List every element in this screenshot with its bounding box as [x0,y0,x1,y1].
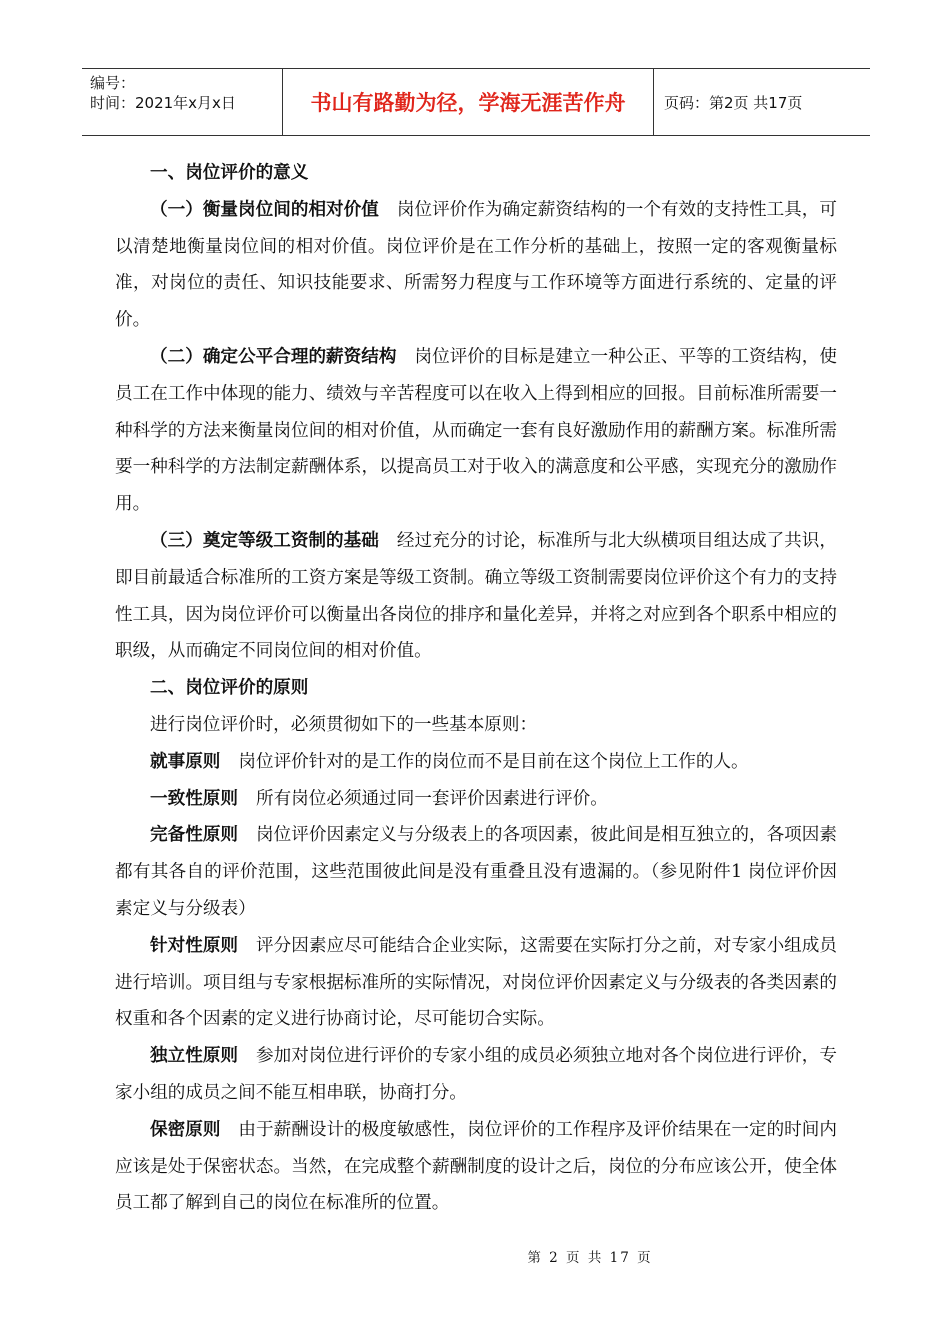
principle-term: 完备性原则 [150,824,239,846]
paragraph-text: 岗位评价作为确定薪资结构的一个有效的支持性工具，可以清楚地衡量岗位间的相对价值。岗位评价是在工作分析的基础上，按照一定的客观衡量标准，对岗位的责任、知识技能要求、所需努力程度与工作环境等方面进行系统的、定量的评价。 [115,199,837,331]
principle-term: 保密原则 [150,1118,221,1140]
footer-page-number: 第 2 页 共 17 页 [527,1250,653,1266]
principle-term: 独立性原则 [150,1045,239,1067]
principle-paragraph [115,744,837,781]
principle-text: 所有岗位必须通过同一套评价因素进行评价。 [255,788,608,809]
principle-text: 岗位评价因素定义与分级表上的各项因素，彼此间是相互独立的，各项因素都有其各自的评价范围，这些范围彼此间是没有重叠且没有遗漏的。（参见附件1 岗位评价因素定义与分级表） [115,825,837,919]
paragraph [115,192,837,339]
principle-paragraph [115,1112,837,1222]
section-intro: 进行岗位评价时，必须贯彻如下的一些基本原则： [150,714,538,735]
principle-text: 岗位评价针对的是工作的岗位而不是目前在这个岗位上工作的人。 [238,751,749,772]
paragraph [115,523,837,670]
principle-paragraph [115,817,837,927]
header-meta [82,69,282,135]
principle-text: 由于薪酬设计的极度敏感性，岗位评价的工作程序及评价结果在一定的时间内应该是处于保密状态。当然，在完成整个薪酬制度的设计之后，岗位的分布应该公开，使全体员工都了解到自己的岗位在标准所的位置。 [115,1119,837,1214]
paragraph-term: （三）奠定等级工资制的基础 [150,529,379,551]
principle-term: 针对性原则 [150,934,239,956]
principle-paragraph [115,1038,837,1112]
time-label: 时间：2021年x月x日 [90,94,236,112]
document-body [115,155,837,1222]
header-page-info: 页码：第2页 共17页 [664,93,803,112]
paragraph-term: （二）确定公平合理的薪资结构 [150,345,397,367]
header-motto: 书山有路勤为径，学海无涯苦作舟 [282,69,654,135]
document-header [82,68,870,136]
section-heading-1: 一、岗位评价的意义 [150,162,309,183]
principle-paragraph [115,928,837,1038]
paragraph-text: 岗位评价的目标是建立一种公正、平等的工资结构，使员工在工作中体现的能力、绩效与辛苦程度可以在收入上得到相应的回报。目前标准所需要一种科学的方法来衡量岗位间的相对价值，从而确定一套有良好激励作用的薪酬方案。标准所需要一种科学的方法制定薪酬体系，以提高员工对于收入的满意度和公平感，实现充分的激励作用。 [115,346,837,515]
number-label: 编号： [90,74,136,92]
paragraph-text: 经过充分的讨论，标准所与北大纵横项目组达成了共识，即目前最适合标准所的工资方案是等级工资制。确立等级工资制需要岗位评价这个有力的支持性工具，因为岗位评价可以衡量出各岗位的排序和量化差异，并将之对应到各个职系中相应的职级，从而确定不同岗位间的相对价值。 [115,530,837,662]
section-heading-2: 二、岗位评价的原则 [150,677,309,699]
paragraph [115,339,837,523]
principle-text: 参加对岗位进行评价的专家小组的成员必须独立地对各个岗位进行评价，专家小组的成员之间不能互相串联，协商打分。 [115,1046,837,1103]
principle-term: 一致性原则 [150,787,238,809]
page-footer [0,1246,950,1266]
principle-paragraph [115,781,837,818]
principle-text: 评分因素应尽可能结合企业实际，这需要在实际打分之前，对专家小组成员进行培训。项目组与专家根据标准所的实际情况，对岗位评价因素定义与分级表的各类因素的权重和各个因素的定义进行协商讨论，尽可能切合实际。 [115,935,837,1030]
paragraph-term: （一）衡量岗位间的相对价值 [150,198,379,220]
principle-term: 就事原则 [150,750,221,772]
